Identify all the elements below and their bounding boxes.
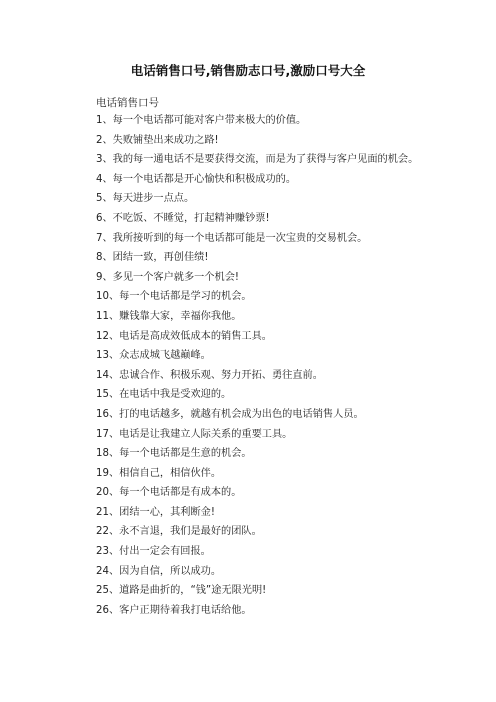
list-item: 16、打的电话越多，就越有机会成为出色的电话销售人员。: [96, 408, 364, 420]
list-item: 24、因为自信，所以成功。: [96, 565, 222, 577]
list-item: 6、不吃饭、不睡觉，打起精神赚钞票!: [96, 212, 270, 224]
list-item: 3、我的每一通电话不是要获得交流，而是为了获得与客户见面的机会。: [96, 154, 419, 166]
list-item: 20、每一个电话都是有成本的。: [96, 487, 242, 499]
list-item: 9、多见一个客户就多一个机会!: [96, 271, 240, 283]
list-item: 7、我所接听到的每一个电话都可能是一次宝贵的交易机会。: [96, 232, 368, 244]
list-item: 25、道路是曲折的，“钱”途无限光明!: [96, 585, 267, 597]
list-item: 14、忠诚合作、积极乐观、努力开拓、勇往直前。: [96, 369, 323, 381]
list-item: 15、在电话中我是受欢迎的。: [96, 389, 232, 401]
list-item: 22、永不言退，我们是最好的团队。: [96, 526, 262, 538]
section-heading: 电话销售口号: [96, 97, 159, 109]
list-item: 12、电话是高成效低成本的销售工具。: [96, 330, 272, 342]
list-item: 18、每一个电话都是生意的机会。: [96, 448, 252, 460]
list-item: 5、每天进步一点点。: [96, 193, 195, 205]
document-title: 电话销售口号,销售励志口号,激励口号大全: [130, 63, 366, 78]
list-item: 2、失败铺垫出来成功之路!: [96, 134, 219, 146]
list-item: 11、赚钱靠大家，幸福你我他。: [96, 310, 242, 322]
list-item: 23、付出一定会有回报。: [96, 546, 211, 558]
list-item: 4、每一个电话都是开心愉快和积极成功的。: [96, 173, 297, 185]
list-item: 26、客户正期待着我打电话给他。: [96, 604, 252, 616]
list-item: 17、电话是让我建立人际关系的重要工具。: [96, 428, 293, 440]
list-item: 19、相信自己，相信伙伴。: [96, 467, 222, 479]
list-item: 8、团结一致，再创佳绩!: [96, 252, 209, 264]
list-item: 1、每一个电话都可能对客户带来极大的价值。: [96, 115, 307, 126]
list-item: 21、团结一心，其利断金!: [96, 506, 215, 518]
list-item: 10、每一个电话都是学习的机会。: [96, 291, 252, 303]
list-item: 13、众志成城飞越巅峰。: [96, 350, 211, 362]
